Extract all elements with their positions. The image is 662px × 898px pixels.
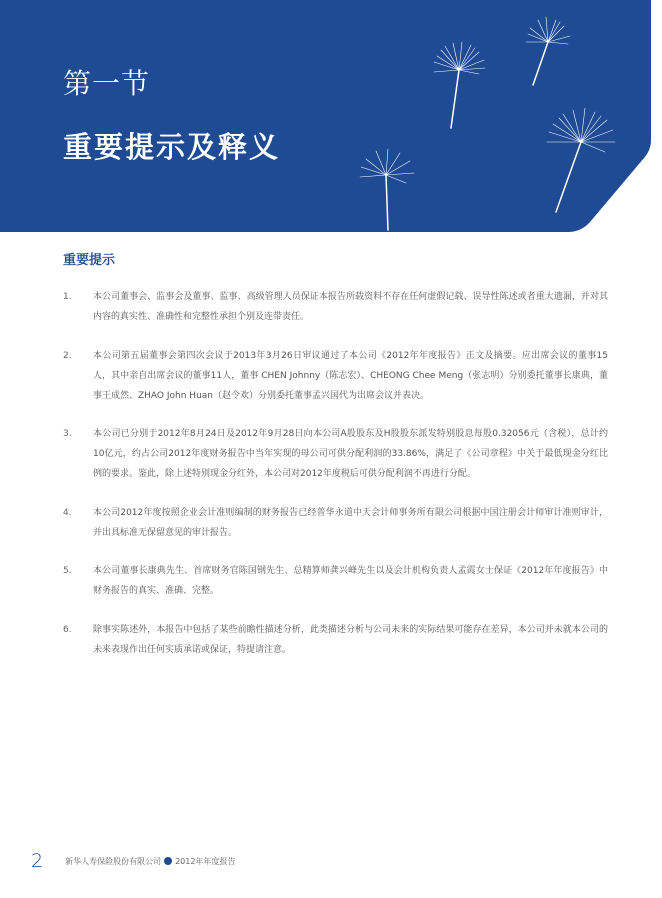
item-number: 3. [63, 429, 72, 439]
item-number: 1. [63, 292, 72, 302]
item-number: 6. [63, 624, 72, 635]
page-footer [31, 850, 235, 872]
header-banner [0, 0, 651, 232]
item-text: 本公司董事会、监事会及董事、监事、高级管理人员保证本报告所载资料不存在任何虚假记载、误导性陈述或者重大遗漏，并对其内容的真实性、准确性和完整性承担个别及连带责任。 [93, 292, 608, 322]
notice-list [63, 287, 608, 678]
list-item [63, 620, 608, 660]
page-number: 2 [31, 850, 44, 872]
list-item [63, 346, 608, 406]
page-title: 重要提示及释义 [63, 130, 281, 164]
list-item [63, 287, 608, 327]
bullet-icon [164, 857, 172, 865]
footer-report: 2012年年度报告 [175, 856, 236, 866]
list-item [63, 561, 608, 601]
list-item [63, 503, 608, 543]
footer-company: 新华人寿保险股份有限公司 [65, 856, 162, 866]
list-item [63, 424, 608, 484]
item-text: 本公司已分别于2012年8月24日及2012年9月28日向本公司A股股东及H股股东派发特别股息每股0.32056元（含税），总计约10亿元，约占公司2012年度财务报告中当年实现的母公司可供分配利润的33.86%，满足了《公司章程》中关于最低现金分红比例的要求。鉴此，除上述特别现金分红外，本公司对2012年度税后可供分配利润不再进行分配。 [93, 429, 608, 479]
section-heading: 重要提示 [63, 253, 116, 268]
item-text: 本公司董事长康典先生、首席财务官陈国钢先生、总精算师龚兴峰先生以及会计机构负责人孟霞女士保证《2012年年度报告》中财务报告的真实、准确、完整。 [93, 566, 608, 596]
item-number: 4. [63, 507, 72, 518]
item-text: 本公司第五届董事会第四次会议于2013年3月26日审议通过了本公司《2012年年度报告》正文及摘要。应出席会议的董事15人，其中亲自出席会议的董事11人，董事 CHEN Johnny（陈志宏）、CHEONG Chee Meng（张志明）分别委托董事长康典，董事王成然、ZHAO John Huan（赵令欢）分别委托董事孟兴国代为出席会议并表决。 [93, 350, 608, 401]
item-number: 2. [63, 350, 72, 361]
item-number: 5. [63, 566, 72, 576]
item-text: 除事实陈述外，本报告中包括了某些前瞻性描述分析，此类描述分析与公司未来的实际结果可能存在差异，本公司并未就本公司的未来表现作出任何实质承诺或保证，特提请注意。 [93, 624, 608, 655]
section-number: 第一节 [63, 67, 151, 100]
item-text: 本公司2012年度按照企业会计准则编制的财务报告已经普华永道中天会计师事务所有限公司根据中国注册会计师审计准则审计，并出具标准无保留意见的审计报告。 [93, 507, 608, 538]
